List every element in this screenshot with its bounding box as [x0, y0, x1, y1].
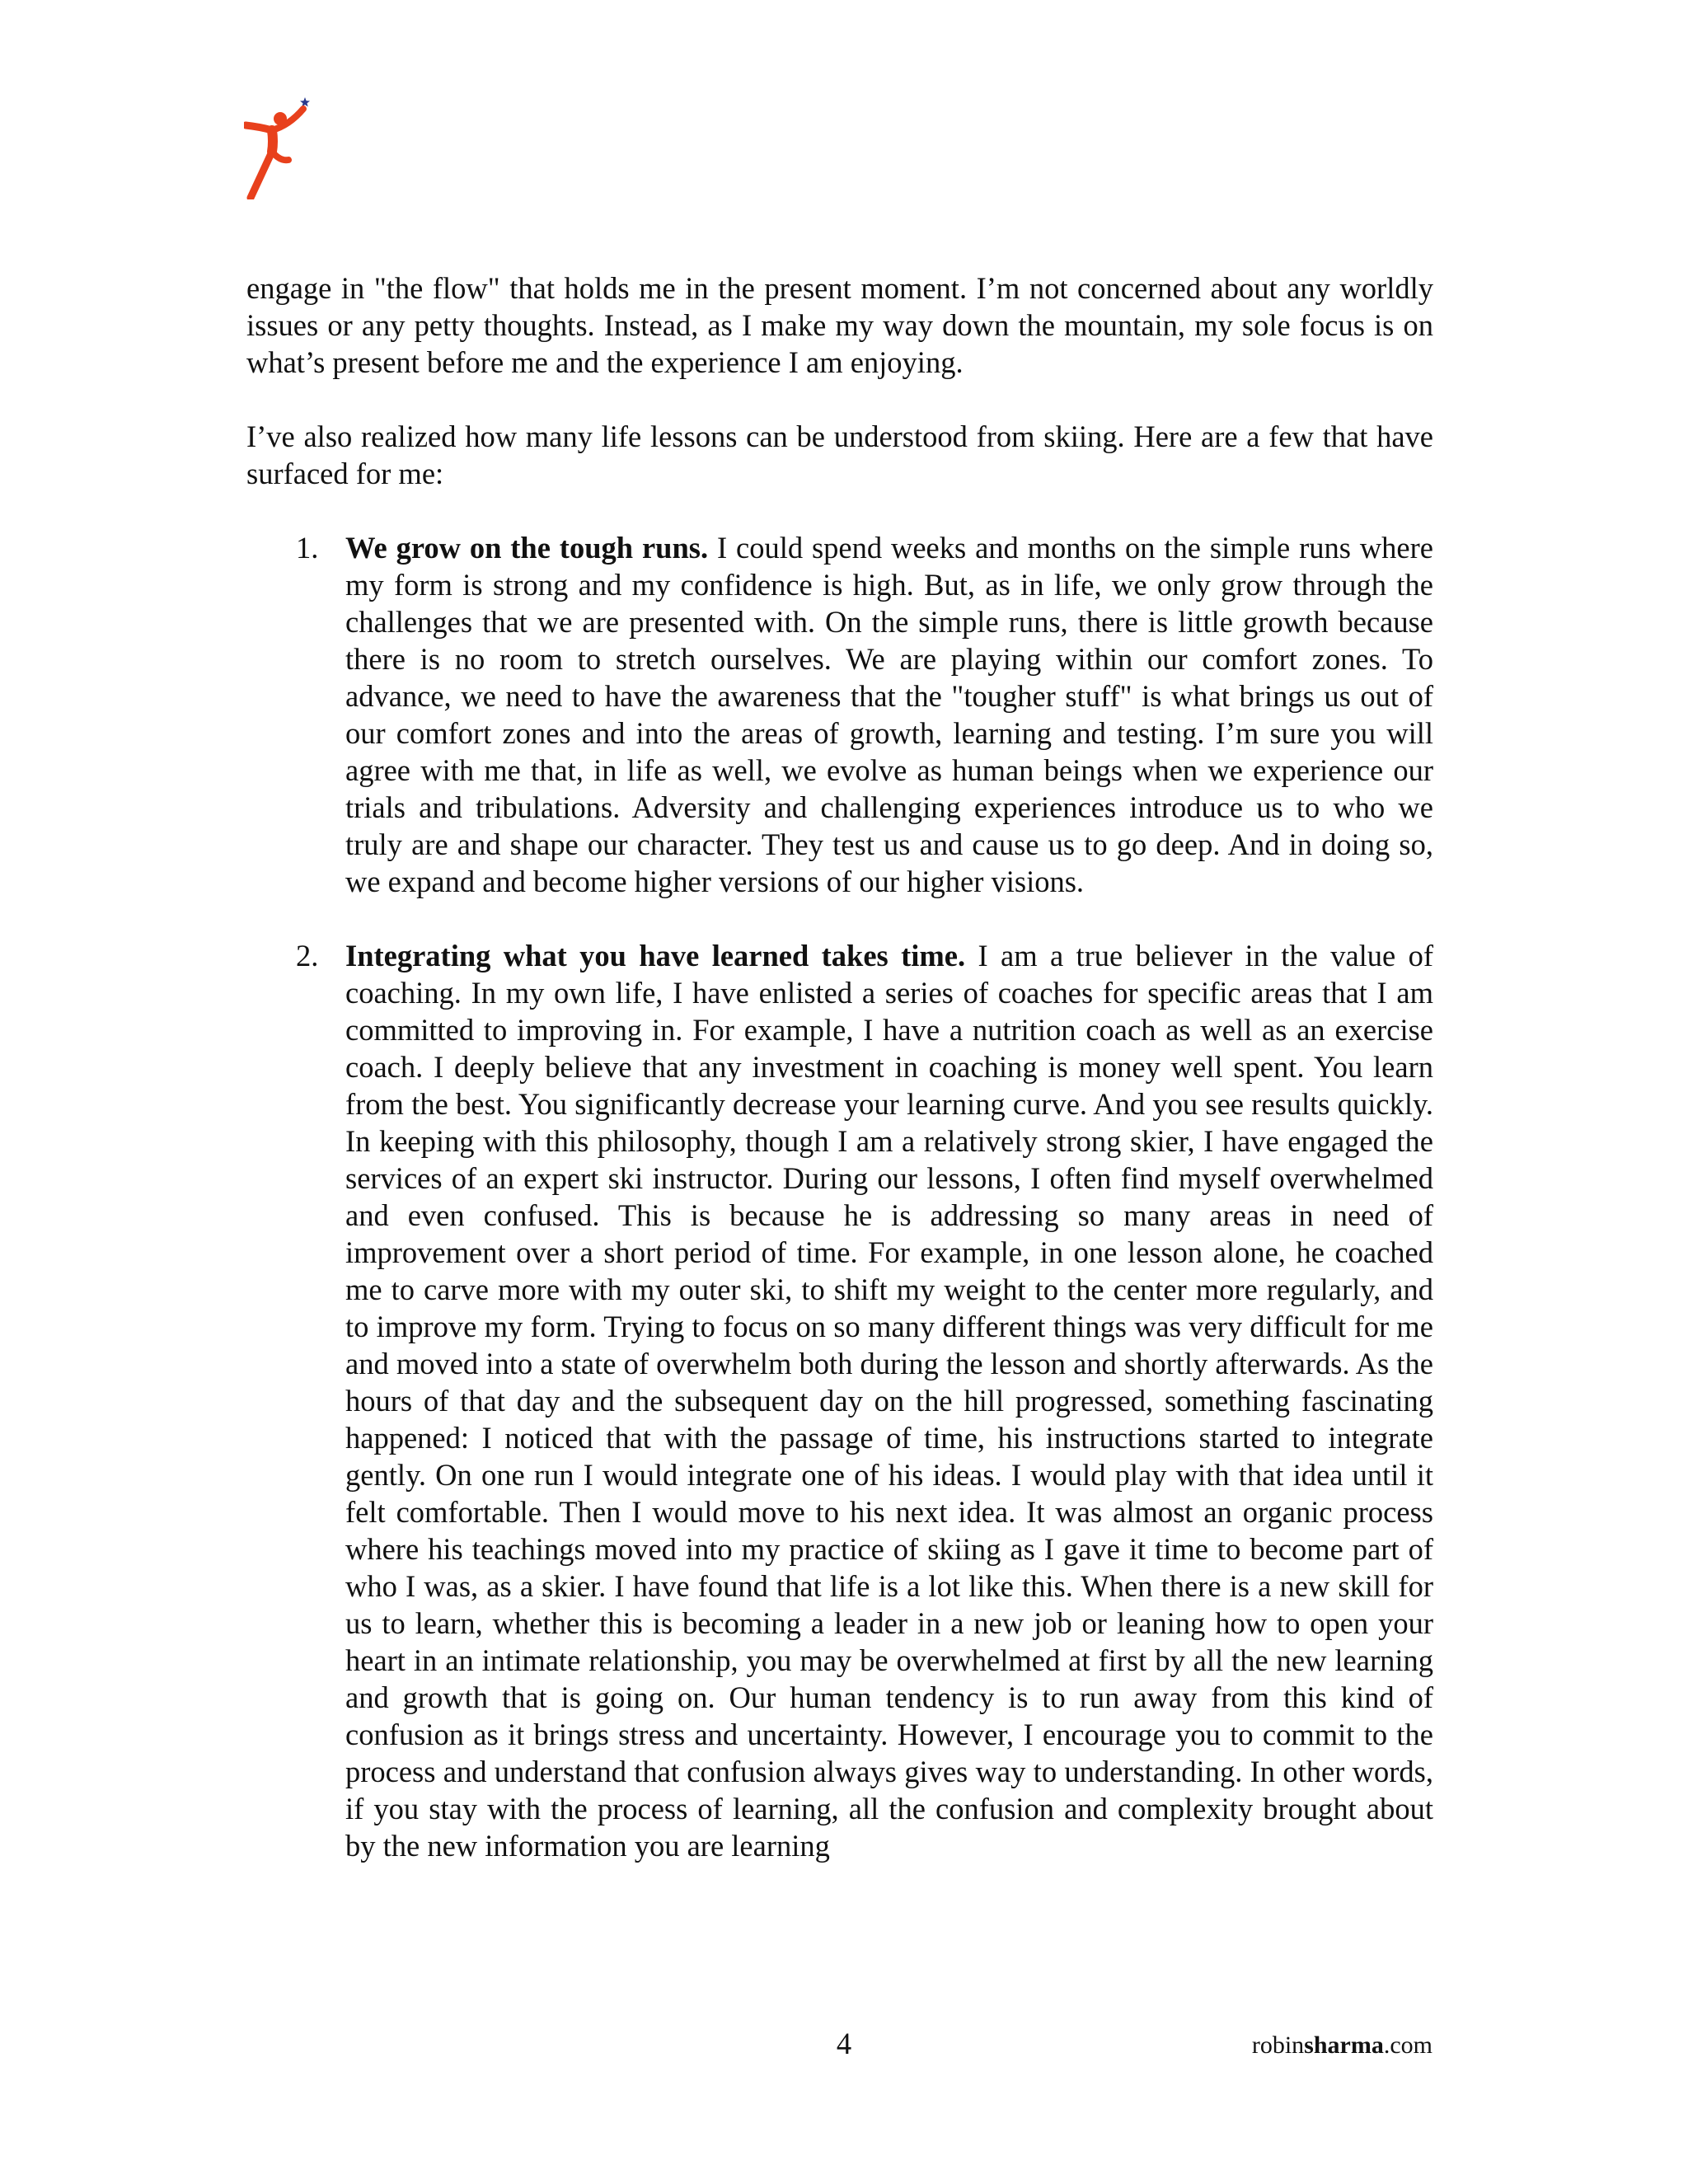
paragraph: I’ve also realized how many life lessons can be understood from skiing. Here are a few that have surfaced for me: [246, 419, 1433, 490]
site-bold: sharma [1304, 2032, 1384, 2059]
list-item-text: I am a true believer in the value of coaching. In my own life, I have enlisted a series of coaches for specific areas that I am committed to improving in. For example, I have a nutrition coach as well as an exercise coach. I deeply believe that any investment in coaching is money well spent. You learn from the best. You significantly decrease your learning curve. And you see results quickly. In keeping with this philosophy, though I am a relatively strong skier, I have engaged the services of an expert ski instructor. During our lessons, I often find myself overwhelmed and even confused. This is because he is addressing so many areas in need of improvement over a short period of time. For example, in one lesson alone, he coached me to carve more with my outer ski, to shift my weight to the center more regularly, and to improve my form. Trying to focus on so many different things was very difficult for me and moved into a state of overwhelm both during the lesson and shortly afterwards. As the hours of that day and the subsequent day on the hill progressed, something fascinating happened: I noticed that with the passage of time, his instructions started to integrate gently. On one run I would integrate one of his ideas. I would play with that idea until it felt comfortable. Then I would move to his next idea. It was almost an organic process where his teachings moved into my practice of skiing as I gave it time to become part of who I was, as a skier. I have found that life is a lot like this. When there is a new skill for us to learn, whether this is becoming a leader in a new job or leaning how to open your heart in an intimate relationship, you may be overwhelmed at first by all the new learning and growth that is going on. Our human tendency is to run away from this kind of confusion as it brings stress and uncertainty. However, I encourage you to commit to the process and understand that confusion always gives way to understanding. In other words, if you stay with the process of learning, all the confusion and complexity brought about by the new information you are learning [345, 939, 1433, 1863]
figure-body [246, 109, 303, 198]
list-item-number: 2. [296, 939, 319, 972]
list-item [246, 529, 1433, 900]
list-item-title: We grow on the tough runs. [345, 531, 709, 565]
site-prefix: robin [1251, 2032, 1305, 2059]
list-item-text: I could spend weeks and months on the simple runs where my form is strong and my confidence is high. But, as in life, we only grow through the challenges that we are presented with. On the simple runs, there is little growth because there is no room to stretch ourselves. We are playing within our comfort zones. To advance, we need to have the awareness that the "tougher stuff" is what brings us out of our comfort zones and into the areas of growth, learning and testing. I’m sure you will agree with me that, in life as well, we evolve as human beings when we experience our trials and tribulations. Adversity and challenging experiences introduce us to who we truly are and shape our character. They test us and cause us to go deep. And in doing so, we expand and become higher versions of our higher visions. [345, 531, 1433, 898]
list-item-number: 1. [296, 531, 319, 565]
list-item-title: Integrating what you have learned takes time. [345, 939, 966, 972]
jumping-figure-star-icon [244, 97, 310, 199]
paragraph: engage in "the flow" that holds me in the present moment. I’m not concerned about any worldly issues or any petty thoughts. Instead, as I make my way down the mountain, my sole focus is on what’s present before me and the experience I am enjoying. [246, 271, 1433, 379]
numbered-list [246, 529, 1433, 1864]
page-number: 4 [836, 2027, 852, 2060]
website-footer [1252, 2029, 1432, 2062]
document-body [246, 269, 1433, 1901]
star-icon [300, 97, 310, 107]
site-suffix: .com [1383, 2032, 1432, 2059]
list-item [246, 937, 1433, 1864]
